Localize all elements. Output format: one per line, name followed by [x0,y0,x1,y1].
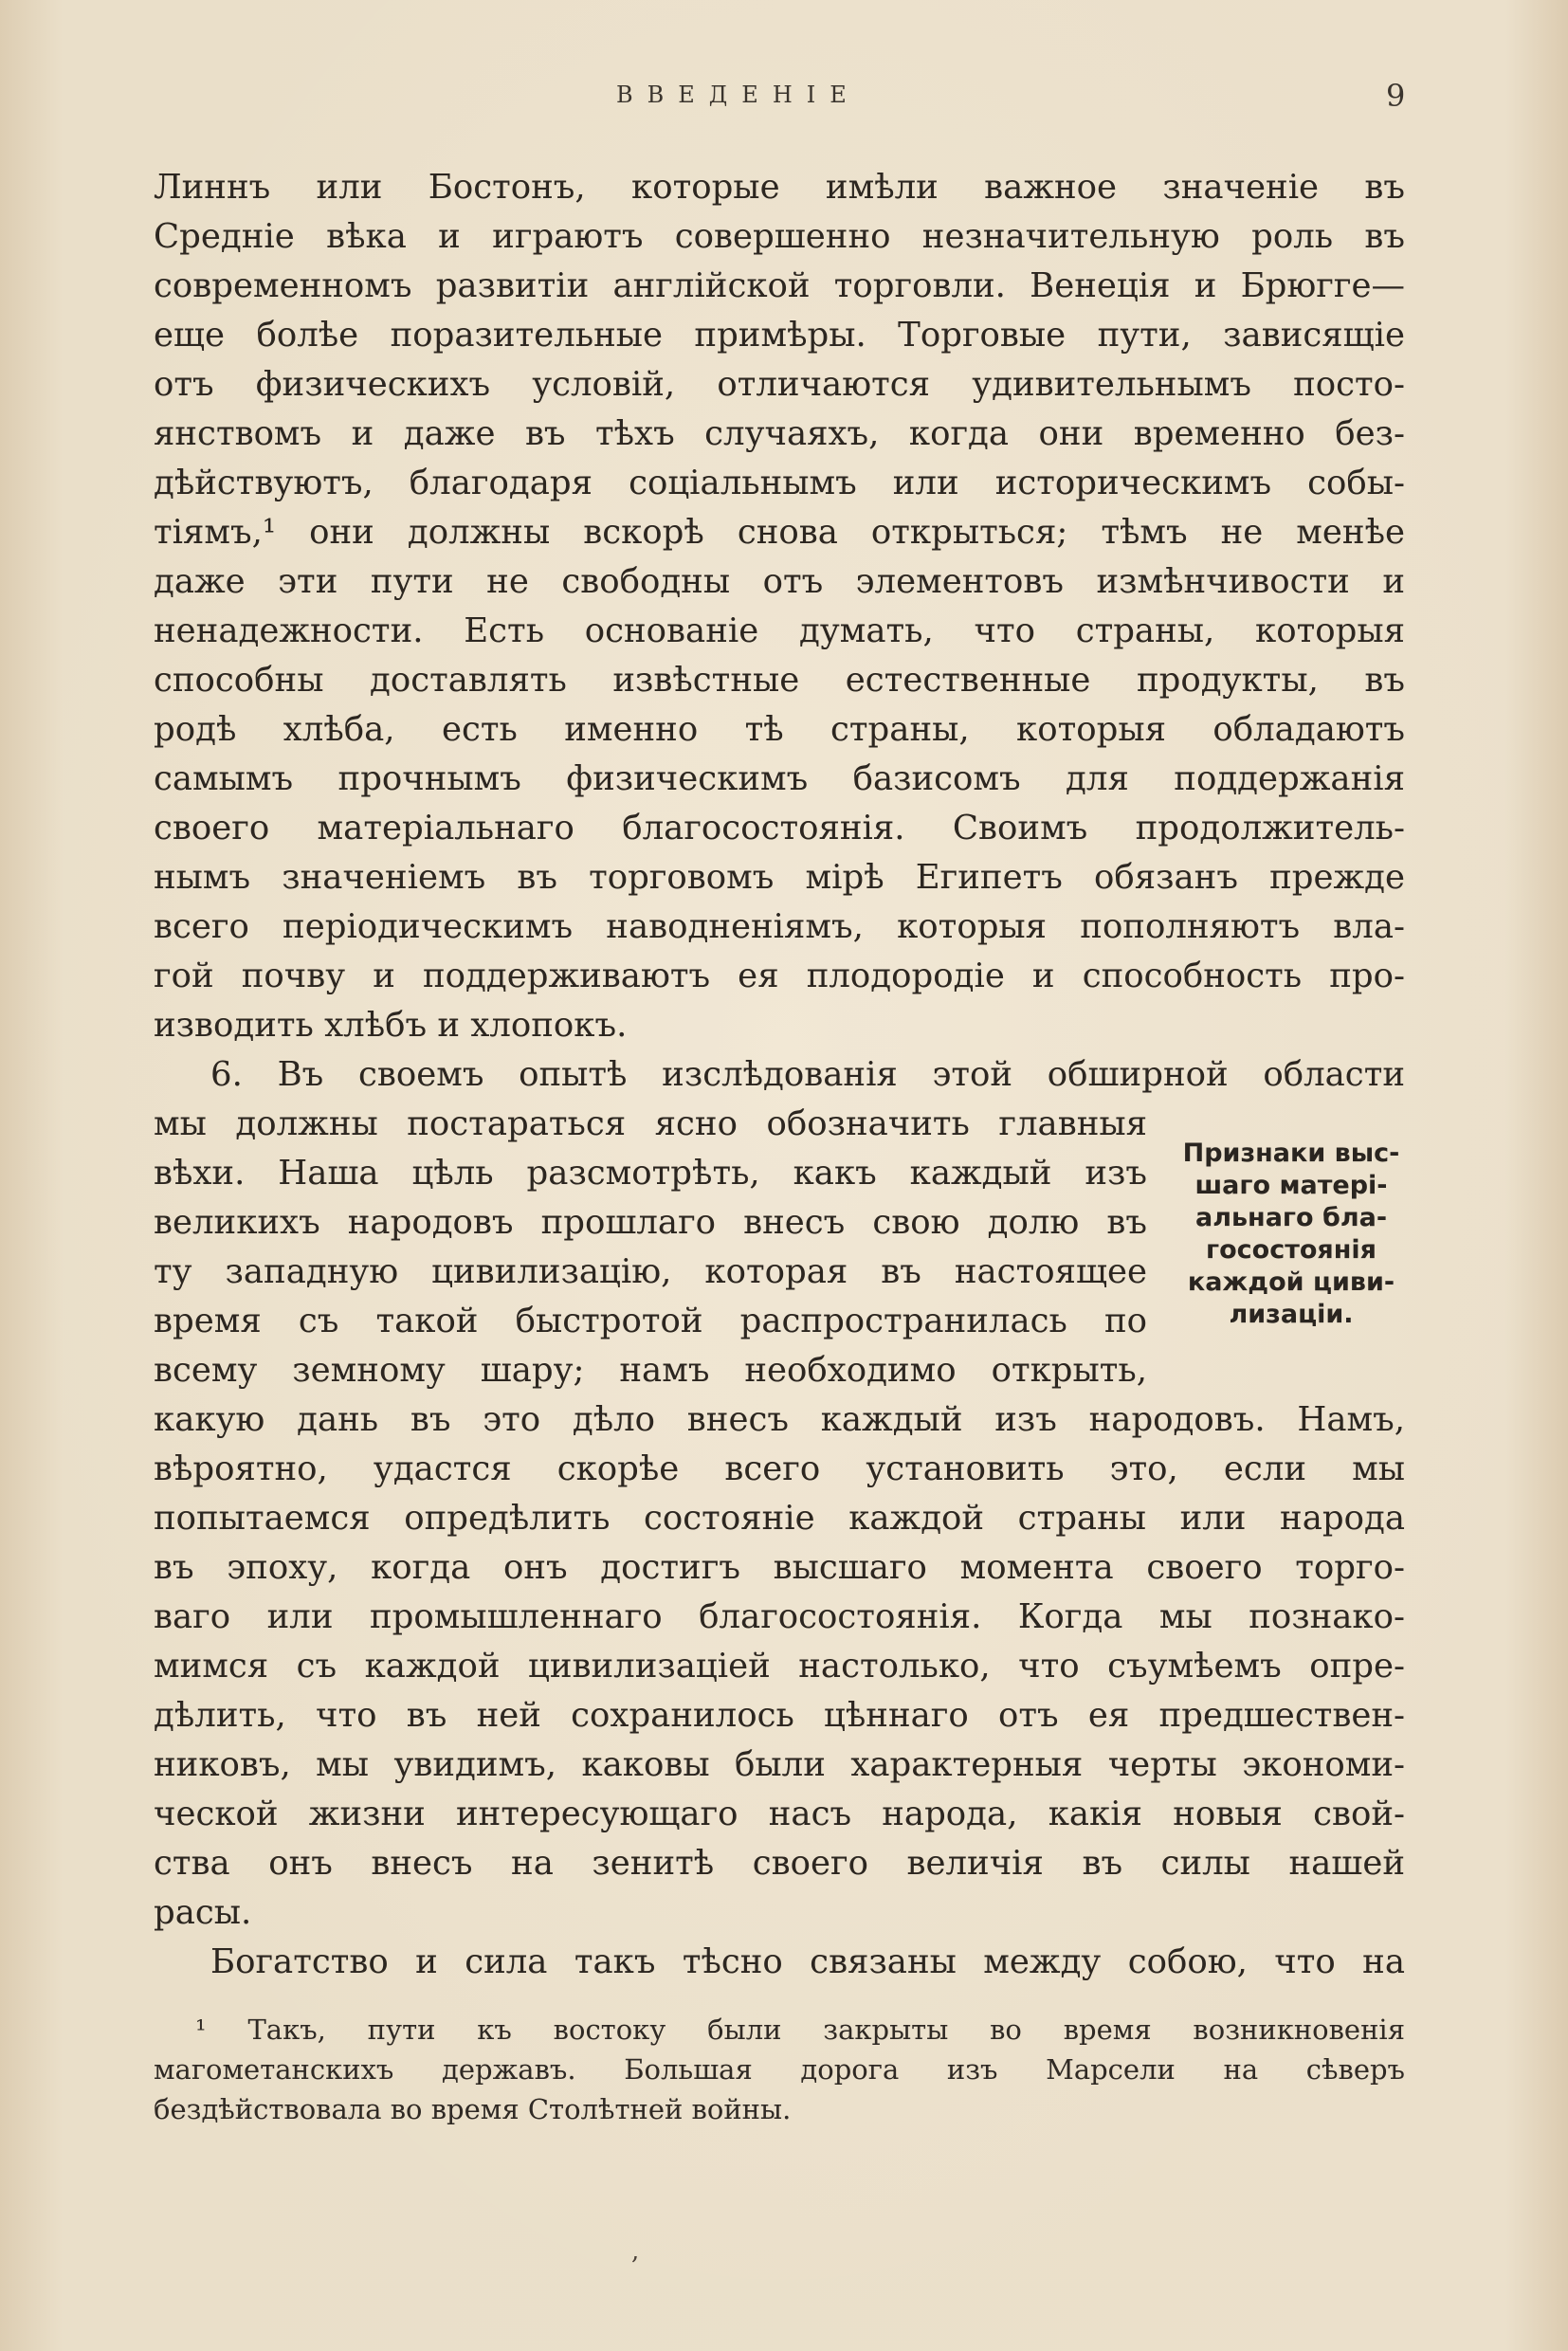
paragraph-1 [154,163,1405,1050]
text-line: мы должны постараться ясно обозначить главныя [154,1104,1147,1143]
text-line: самымъ прочнымъ физическимъ базисомъ для поддержанія [154,759,1405,798]
footnote-line: бездѣйствовала во время Столѣтней войны. [154,2093,792,2125]
margin-note [1164,1138,1418,1331]
text-line: современномъ развитіи англійской торговли. Венеція и Брюгге— [154,266,1405,305]
text-line: ненадежности. Есть основаніе думать, что страны, которыя [154,611,1405,650]
text-line: попытаемся опредѣлить состояніе каждой страны или народа [154,1499,1405,1538]
footnote [154,2010,1405,2129]
margin-note-line: госостоянія [1206,1235,1377,1265]
page-number: 9 [1386,78,1406,114]
text-line: Линнъ или Бостонъ, которые имѣли важное значеніе въ [154,168,1405,207]
paragraph-3 [154,1938,1405,1987]
body-text [154,163,1405,1987]
text-line: изводить хлѣбъ и хлопокъ. [154,1006,628,1045]
text-line: время съ такой быстротой распространилась по [154,1302,1147,1340]
text-line: какую дань въ это дѣло внесъ каждый изъ народовъ. Намъ, [154,1400,1405,1439]
text-line: ваго или промышленнаго благосостоянія. Когда мы познако- [154,1597,1405,1636]
text-line: ческой жизни интересующаго насъ народа, какія новыя свой- [154,1795,1405,1833]
text-line: мимся съ каждой цивилизаціей настолько, что съумѣемъ опре- [154,1647,1405,1686]
text-line: никовъ, мы увидимъ, каковы были характерныя черты экономи- [154,1745,1405,1784]
text-line: даже эти пути не свободны отъ элементовъ измѣнчивости и [154,562,1405,601]
text-line: гой почву и поддерживаютъ ея плодородіе и способность про- [154,957,1405,995]
text-line: тіямъ,¹ они должны вскорѣ снова открыться; тѣмъ не менѣе [154,513,1405,552]
margin-note-line: каждой циви- [1187,1267,1395,1297]
text-line: расы. [154,1893,252,1932]
running-head: ВВЕДЕНІЕ [616,82,861,108]
text-line: дѣлить, что въ ней сохранилось цѣннаго отъ ея предшествен- [154,1696,1405,1735]
text-line: еще болѣе поразительные примѣры. Торговые пути, зависящіе [154,316,1405,355]
text-line: родѣ хлѣба, есть именно тѣ страны, которыя обладаютъ [154,710,1405,749]
text-line: 6. Въ своемъ опытѣ изслѣдованія этой обширной области [210,1055,1405,1094]
text-line: ту западную цивилизацію, которая въ настоящее [154,1252,1147,1291]
text-line: дѣйствуютъ, благодаря соціальнымъ или историческимъ собы- [154,464,1405,502]
text-line: отъ физическихъ условій, отличаются удивительнымъ посто- [154,365,1405,404]
text-line: ства онъ внесъ на зенитѣ своего величія въ силы нашей [154,1844,1405,1883]
margin-note-line: альнаго бла- [1194,1203,1388,1232]
footnote-line: ¹ Такъ, пути къ востоку были закрыты во время возникновенія [195,2014,1405,2046]
text-line: вѣроятно, удастся скорѣе всего установить это, если мы [154,1449,1405,1488]
text-line: янствомъ и даже въ тѣхъ случаяхъ, когда они временно без- [154,414,1405,453]
text-line: въ эпоху, когда онъ достигъ высшаго момента своего торго- [154,1548,1405,1587]
text-line: Средніе вѣка и играютъ совершенно незначительную роль въ [154,217,1405,256]
text-line: способны доставлять извѣстные естественные продукты, въ [154,661,1405,700]
text-line: своего матеріальнаго благосостоянія. Своимъ продолжитель- [154,809,1405,847]
text-line: всему земному шару; намъ необходимо открыть, [154,1351,1147,1390]
margin-note-line: лизаціи. [1229,1300,1354,1329]
text-line: Богатство и сила такъ тѣсно связаны между собою, что на [210,1942,1405,1981]
text-line: великихъ народовъ прошлаго внесъ свою долю въ [154,1203,1147,1242]
footnote-line: магометанскихъ державъ. Большая дорога изъ Марсели на сѣверъ [154,2053,1405,2086]
text-line: нымъ значеніемъ въ торговомъ мірѣ Египетъ обязанъ прежде [154,858,1405,897]
margin-note-line: Признаки выс- [1182,1139,1400,1168]
text-line: вѣхи. Наша цѣль разсмотрѣть, какъ каждый изъ [154,1154,1147,1193]
margin-note-line: шаго матері- [1194,1171,1388,1200]
print-speck: , [631,2237,640,2266]
text-line: всего періодическимъ наводненіямъ, которыя пополняютъ вла- [154,907,1405,946]
